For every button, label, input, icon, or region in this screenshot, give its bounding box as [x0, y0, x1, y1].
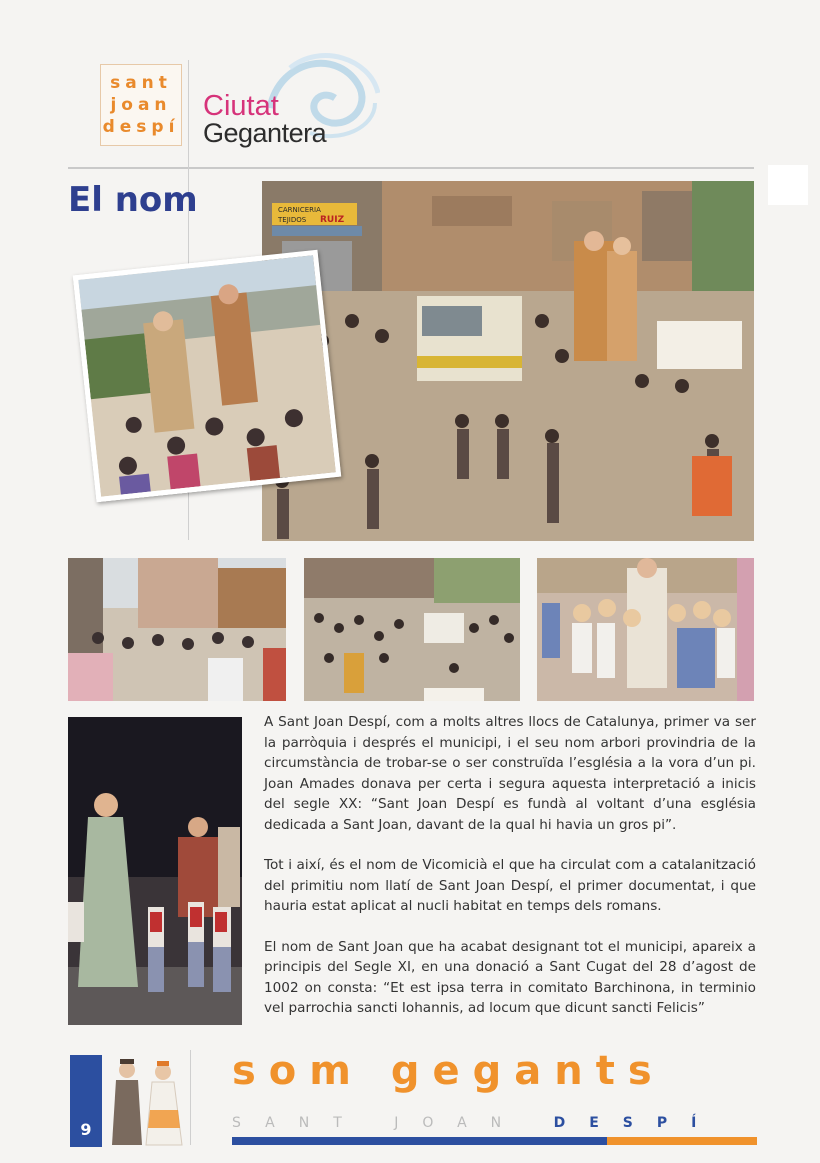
gegantera-label: Gegantera — [203, 118, 327, 148]
slogan-sant-joan-despi — [232, 1115, 757, 1131]
page-number: 9 — [80, 1120, 92, 1139]
body-paragraph: Tot i així, és el nom de Vicomicià el que ha circulat com a catalanització del primitiu nom llatí de Sant Joan Despí, el primer documentat, i que hauria estat aplicat al nucli habitat en temps dels romans. — [264, 857, 756, 914]
municipal-logo — [100, 64, 182, 146]
body-paragraph: El nom de Sant Joan que ha acabat designant tot el municipi, apareix a principis del Segle XI, en una donació a Sant Cugat del 28 d’agost de 1002 on consta: “Et est ipsa terra in comitato Barchinona, in terminio vel parrochia sancti Iohannis, ad locum que dicunt sancti Felicis” — [264, 938, 756, 1016]
footer-divider — [190, 1050, 191, 1145]
logo-word-sant: sant — [110, 73, 172, 93]
page-title: El nom — [68, 180, 198, 220]
giants-illustration-icon — [108, 1050, 186, 1148]
shop-sign-line2: TEJIDOS — [278, 216, 307, 224]
body-paragraph: A Sant Joan Despí, com a molts altres llocs de Catalunya, primer va ser la parròquia i després el municipi, i el seu nom arbori provindria de la circumstància de trobar-se o ser construïda l’església a la vora d’un pi. Joan Amades donava per certa i segura aquesta interpretació a inicis del segle XX: “Sant Joan Despí es fundà al voltant d’una església dedicada a Sant Joan, davant de la qual hi havia un gros pi”. — [264, 714, 756, 833]
corner-tab — [768, 165, 808, 205]
giants-children-photo — [537, 558, 754, 701]
parade-street-photo — [68, 558, 286, 701]
slogan-sant-joan: SANT JOAN — [232, 1115, 526, 1131]
shop-sign-name: RUIZ — [320, 215, 345, 225]
crowd-square-photo — [304, 558, 520, 701]
giants-street-photo — [73, 250, 341, 502]
footer-bar-blue — [232, 1137, 607, 1145]
shop-sign-line1: CARNICERIA — [278, 206, 321, 214]
main-parade-photo — [262, 181, 754, 541]
article-body — [264, 712, 756, 1039]
logo-word-joan: joan — [110, 95, 172, 115]
header-divider — [68, 167, 754, 169]
slogan-som-gegants: som gegants — [232, 1048, 665, 1094]
ciutat-label: Ciutat — [203, 90, 279, 122]
footer-bar-orange — [607, 1137, 757, 1145]
slogan-despi: DESPÍ — [553, 1115, 721, 1131]
logo-word-despi: despí — [102, 117, 180, 137]
night-parade-photo — [68, 717, 242, 1025]
